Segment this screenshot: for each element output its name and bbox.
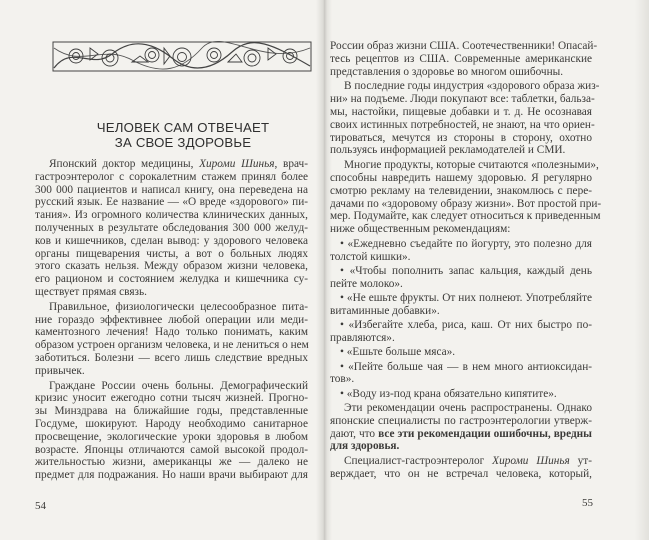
text-segment: Специалист-гастроэнтеролог [344, 455, 493, 468]
text-line: каментозного лечения! Надо только понимать, каким [35, 326, 308, 339]
text-line: привычек. [35, 364, 85, 377]
text-line: Эти рекомендации очень распространены. Однако [344, 402, 592, 415]
chapter-title-line: ЗА СВОЕ ЗДОРОВЬЕ [114, 135, 252, 150]
italic-text: Хироми Шинья [492, 455, 570, 468]
text-line: заботиться. Болезни — всего лишь следствие вредных [35, 351, 308, 364]
text-line: правляются». [330, 332, 395, 345]
text-line: этого сказать нельзя. Между образом жизни человека, [35, 260, 308, 273]
text-line: мер. Подумайте, как следует относиться к приведенным [330, 210, 601, 223]
paragraph [35, 380, 308, 482]
text-line: возрасте. Японцы отличаются самой высокой продол- [35, 443, 308, 456]
page-number-left: 54 [35, 500, 46, 512]
page-edge-shadow [635, 0, 649, 540]
text-line: пейте молоко». [330, 277, 403, 290]
text-line [330, 428, 592, 441]
text-line: толстой кишки». [330, 250, 411, 263]
text-line: гастроэнтеролог с сорокалетним стажем принял более [35, 170, 308, 183]
text-line: полученных в результате обследования 300 000 желуд- [35, 221, 308, 234]
text-line: пользуясь информацией рекламодателей и СМИ. [330, 144, 566, 157]
text-line: японские специалисты по гастроэнтерологии утверж- [330, 414, 592, 427]
text-line: • «Избегайте хлеба, риса, каш. От них быстро по- [340, 319, 592, 332]
paragraph [330, 159, 602, 236]
text-line: просвещение, экологические уроки здоровья в любом [35, 430, 308, 443]
text-line: кризис уносит ежегодно сотни тысяч жизней. Прогно- [35, 392, 308, 405]
text-segment: дают, что [330, 427, 379, 440]
text-line: 300 000 пациентов и написал книгу, она переведена на [35, 183, 308, 196]
text-line: витаминные добавки». [330, 304, 440, 317]
text-line: предмет для подражания. Но наши врачи выбирают для [35, 469, 308, 482]
bullet-item [330, 346, 592, 359]
paragraph [330, 80, 600, 157]
paragraph [330, 402, 592, 453]
text-segment: , врач- [274, 158, 308, 170]
paragraph [35, 158, 308, 299]
text-line [330, 440, 592, 453]
italic-text: Хироми Шинья [199, 158, 275, 170]
text-line: жительностью жизни, американцы же — далеко не [35, 456, 308, 469]
text-line: В последние годы индустрия «здорового образа жиз- [344, 80, 600, 93]
bullet-item [330, 292, 592, 318]
text-line: зы Минздрава на ближайшие годы, представленные [35, 405, 308, 418]
text-line [330, 455, 592, 468]
text-line: Многие продукты, которые считаются «полезными», [344, 159, 599, 172]
text-line: Правильное, физиологически целесообразное пита- [49, 300, 308, 313]
text-line: • «Пейте больше чая — в нем много антиоксидан- [340, 360, 592, 373]
bullet-item [330, 265, 592, 291]
rose-ornament-icon [52, 40, 312, 74]
paragraph [35, 301, 308, 378]
text-line: тания». Из огромного количества клинических данных, [35, 209, 308, 222]
text-line: ни» на подъеме. Люди покупают все: таблетки, бальза- [330, 93, 595, 106]
text-line: образом устроен организм человека, и не лениться о нем [35, 339, 309, 352]
text-line: ние гораздо эффективнее любой операции или меди- [35, 313, 308, 326]
text-line: Госдуме, шокируют. Народу необходимо санитарное [35, 417, 308, 430]
text-line: органы пищеварения чисты, а вот о больных людях [35, 247, 308, 260]
text-line: верждает, что он не встречал человека, который, [330, 468, 592, 480]
paragraph [330, 455, 592, 481]
left-page-body [35, 158, 308, 484]
bold-text: для здоровья. [330, 440, 400, 453]
text-line: тироваться, мечутся из стороны в сторону, охотно [330, 131, 592, 144]
text-line: • «Ешьте больше мяса». [340, 346, 456, 359]
text-line: тесь рецептов из США. Современные американские [330, 52, 592, 65]
chapter-title [60, 120, 306, 150]
paragraph [330, 40, 598, 78]
text-line: ществует прямая связь. [35, 285, 147, 298]
text-line: представления о здоровье во многом ошибочны. [330, 65, 564, 78]
text-line: дачами по «здоровому образу жизни». Вот простой при- [330, 197, 602, 210]
text-line: русский язык. Ее название — «О вреде «здорового» пи- [35, 196, 308, 209]
bullet-item [330, 319, 592, 345]
text-line: • «Воду из-под крана обязательно кипятите». [340, 387, 557, 400]
text-line: его рационом и состоянием желудка и кишечника су- [35, 273, 308, 286]
text-line: Граждане России очень больны. Демографический [49, 379, 308, 392]
text-line: ков и кишечников, сделан вывод: у здорового человека [35, 234, 308, 247]
text-line: России образ жизни США. Соотечественники! Опасай- [330, 40, 598, 52]
text-line: своих истинных потребностей, не знают, на что ориен- [330, 118, 595, 131]
text-line: мы, настойки, пищевые добавки и т. д. Не осознавая [330, 105, 592, 118]
chapter-title-line: ЧЕЛОВЕК САМ ОТВЕЧАЕТ [96, 120, 270, 135]
text-segment: ут- [569, 455, 592, 468]
text-line: • «Чтобы пополнить запас кальция, каждый день [340, 265, 592, 278]
text-line: • «Ежедневно съедайте по йогурту, это полезно для [340, 237, 592, 250]
text-line: смотрю рекламу на телевидении, знакомлюсь с пере- [330, 184, 592, 197]
right-page-body [330, 40, 602, 483]
bullet-item [330, 238, 592, 264]
bullet-item [330, 361, 592, 387]
page-number-right: 55 [582, 497, 593, 509]
bullet-item [330, 388, 592, 401]
text-line: тов». [330, 373, 355, 386]
text-line: ниже общественным рекомендациям: [330, 223, 511, 236]
bold-text: все эти рекомендации ошибочны, вредны [378, 427, 592, 440]
text-line: • «Не ешьте фрукты. От них полнеют. Употребляйте [340, 292, 592, 305]
text-line [35, 158, 308, 171]
text-segment: Японский доктор медицины, [49, 158, 200, 170]
text-line: способны навредить нашему здоровью. Я регулярно [330, 171, 592, 184]
